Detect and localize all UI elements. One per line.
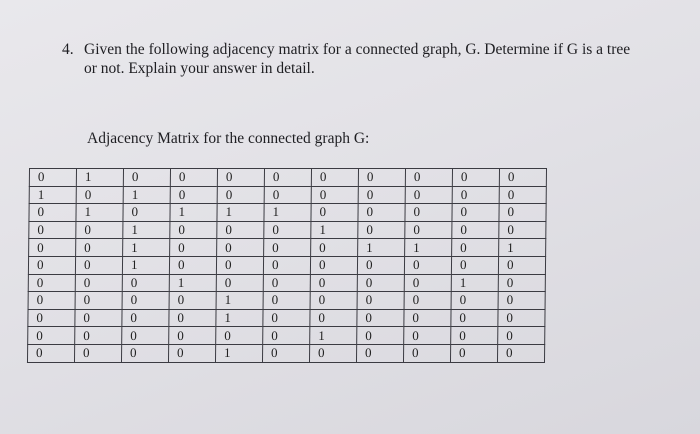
matrix-cell: 0 (404, 257, 451, 275)
matrix-cell: 1 (169, 275, 216, 293)
matrix-cell: 0 (404, 292, 451, 310)
matrix-cell: 1 (404, 239, 451, 257)
matrix-cell: 0 (216, 275, 263, 293)
matrix-row (29, 168, 547, 187)
matrix-cell: 0 (262, 327, 309, 345)
matrix-cell: 0 (27, 310, 74, 328)
matrix-row (28, 257, 546, 275)
matrix-cell: 0 (451, 204, 498, 222)
matrix-cell: 0 (309, 310, 356, 328)
matrix-cell: 0 (122, 275, 169, 293)
matrix-cell: 0 (356, 310, 403, 328)
matrix-cell: 0 (357, 222, 404, 240)
matrix-cell: 0 (452, 168, 499, 187)
matrix-cell: 0 (311, 187, 358, 205)
matrix-cell: 0 (74, 310, 121, 328)
matrix-cell: 0 (169, 257, 216, 275)
matrix-cell: 0 (170, 168, 217, 187)
matrix-cell: 0 (263, 292, 310, 310)
matrix-cell: 0 (215, 327, 262, 345)
matrix-cell: 0 (168, 310, 215, 328)
matrix-cell: 0 (404, 275, 451, 293)
matrix-cell: 1 (169, 204, 216, 222)
matrix-cell: 0 (358, 187, 405, 205)
matrix-cell: 0 (499, 187, 547, 205)
matrix-cell: 1 (76, 168, 123, 187)
matrix-row (29, 187, 547, 205)
matrix-cell: 1 (216, 204, 263, 222)
matrix-cell: 0 (310, 257, 357, 275)
matrix-cell: 0 (451, 222, 498, 240)
matrix-cell: 0 (28, 239, 75, 257)
matrix-cell: 0 (356, 327, 403, 345)
matrix-cell: 0 (309, 345, 356, 363)
matrix-cell: 1 (498, 239, 546, 257)
matrix-cell: 0 (451, 257, 498, 275)
matrix-row (27, 345, 545, 363)
matrix-cell: 0 (168, 345, 215, 363)
matrix-cell: 0 (27, 345, 74, 363)
matrix-cell: 0 (169, 222, 216, 240)
matrix-cell: 0 (75, 292, 122, 310)
matrix-cell: 0 (75, 239, 122, 257)
matrix-cell: 0 (310, 204, 357, 222)
matrix-cell: 1 (309, 327, 356, 345)
adjacency-matrix (28, 168, 546, 363)
matrix-cell: 0 (122, 204, 169, 222)
matrix-cell: 1 (29, 187, 76, 205)
matrix-cell: 0 (216, 222, 263, 240)
matrix-cell: 1 (451, 275, 498, 293)
matrix-cell: 1 (263, 204, 310, 222)
matrix-row (28, 275, 546, 293)
matrix-row (28, 204, 546, 222)
matrix-cell: 0 (498, 204, 546, 222)
matrix-cell: 1 (122, 257, 169, 275)
matrix-cell: 0 (450, 345, 497, 363)
matrix-cell: 0 (170, 187, 217, 205)
matrix-cell: 0 (76, 187, 123, 205)
matrix-cell: 0 (310, 239, 357, 257)
matrix-cell: 0 (357, 275, 404, 293)
matrix-cell: 0 (311, 168, 358, 187)
matrix-cell: 0 (74, 345, 121, 363)
matrix-cell: 1 (310, 222, 357, 240)
matrix-cell: 0 (498, 275, 546, 293)
matrix-cell: 0 (452, 187, 499, 205)
matrix-cell: 0 (75, 275, 122, 293)
matrix-cell: 0 (75, 222, 122, 240)
matrix-cell: 0 (28, 275, 75, 293)
question-text: Given the following adjacency matrix for a connected graph, G. Determine if G is a tree or not. Explain your answer in detail. (84, 41, 631, 77)
matrix-row (28, 239, 546, 257)
matrix-cell: 0 (499, 168, 547, 187)
matrix-cell: 0 (121, 310, 168, 328)
matrix-cell: 0 (29, 168, 76, 187)
matrix-cell: 0 (310, 275, 357, 293)
matrix-cell: 0 (216, 257, 263, 275)
matrix-cell: 0 (497, 310, 545, 328)
matrix-cell: 0 (403, 345, 450, 363)
matrix-cell: 0 (169, 292, 216, 310)
matrix-cell: 1 (216, 292, 263, 310)
matrix-cell: 0 (27, 327, 74, 345)
matrix-cell: 0 (28, 292, 75, 310)
matrix-cell: 1 (122, 239, 169, 257)
matrix-cell: 0 (405, 187, 452, 205)
matrix-cell: 0 (451, 239, 498, 257)
matrix-cell: 0 (264, 187, 311, 205)
matrix-cell: 0 (263, 239, 310, 257)
matrix-row (28, 292, 546, 310)
matrix-cell: 0 (74, 327, 121, 345)
matrix-cell: 0 (358, 168, 405, 187)
matrix-cell: 0 (450, 310, 497, 328)
matrix-cell: 0 (357, 257, 404, 275)
matrix-cell: 1 (215, 310, 262, 328)
matrix-cell: 0 (498, 257, 546, 275)
matrix-cell: 0 (498, 222, 546, 240)
matrix-cell: 0 (264, 168, 311, 187)
matrix-cell: 0 (263, 257, 310, 275)
matrix-cell: 0 (450, 327, 497, 345)
matrix-cell: 1 (215, 345, 262, 363)
matrix-cell: 0 (28, 222, 75, 240)
matrix-cell: 0 (75, 257, 122, 275)
matrix-cell: 0 (262, 345, 309, 363)
matrix-cell: 0 (28, 204, 75, 222)
matrix-cell: 1 (357, 239, 404, 257)
matrix-cell: 0 (123, 168, 170, 187)
matrix-cell: 0 (357, 204, 404, 222)
matrix-cell: 0 (403, 327, 450, 345)
matrix-cell: 0 (405, 168, 452, 187)
matrix-cell: 0 (310, 292, 357, 310)
matrix-cell: 0 (403, 310, 450, 328)
matrix-table (27, 168, 547, 363)
matrix-cell: 0 (122, 292, 169, 310)
matrix-caption: Adjacency Matrix for the connected graph G: (87, 130, 370, 147)
matrix-cell: 0 (263, 222, 310, 240)
matrix-cell: 0 (217, 187, 264, 205)
matrix-cell: 0 (451, 292, 498, 310)
matrix-cell: 0 (121, 327, 168, 345)
matrix-cell: 0 (28, 257, 75, 275)
matrix-cell: 0 (357, 292, 404, 310)
matrix-row (27, 327, 545, 345)
matrix-cell: 0 (263, 275, 310, 293)
matrix-cell: 0 (169, 239, 216, 257)
matrix-cell: 0 (216, 239, 263, 257)
matrix-row (27, 310, 545, 328)
matrix-cell: 0 (217, 168, 264, 187)
matrix-cell: 0 (498, 292, 546, 310)
matrix-cell: 0 (404, 222, 451, 240)
matrix-cell: 1 (122, 222, 169, 240)
matrix-cell: 0 (356, 345, 403, 363)
question-number: 4. (62, 41, 74, 58)
matrix-cell: 0 (497, 327, 545, 345)
matrix-cell: 0 (497, 345, 545, 363)
matrix-row (28, 222, 546, 240)
matrix-cell: 0 (262, 310, 309, 328)
matrix-cell: 1 (75, 204, 122, 222)
matrix-cell: 0 (121, 345, 168, 363)
matrix-cell: 1 (123, 187, 170, 205)
matrix-cell: 0 (404, 204, 451, 222)
matrix-cell: 0 (168, 327, 215, 345)
